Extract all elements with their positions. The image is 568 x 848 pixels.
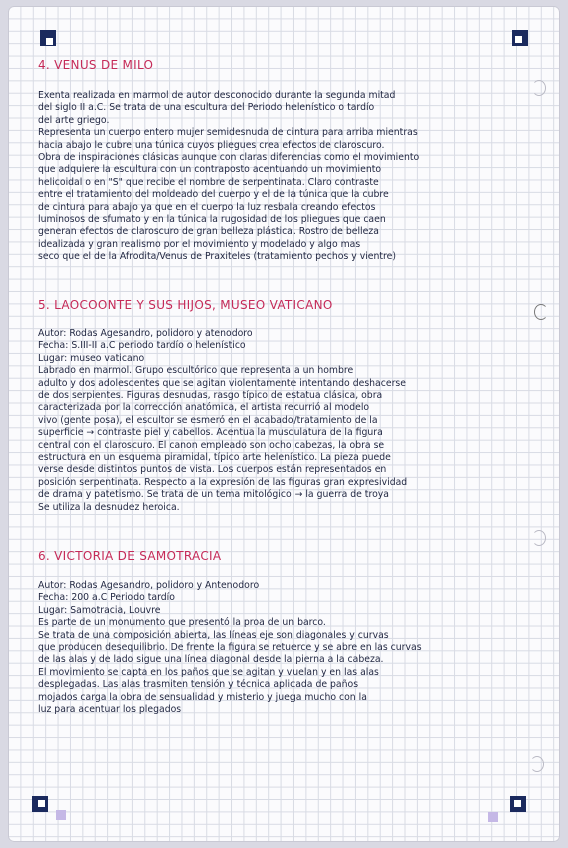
binder-ring-icon: [530, 756, 544, 772]
text-line: Labrado en marmol. Grupo escultórico que representa a un hombre: [38, 365, 354, 377]
text-line: generan efectos de claroscuro de gran belleza plástica. Rostro de belleza: [38, 226, 379, 238]
corner-marker-icon: [512, 30, 528, 46]
text-line: seco que el de la Afrodita/Venus de Praxiteles (tratamiento pechos y vientre): [38, 251, 397, 263]
text-line: adulto y dos adolescentes que se agitan violentamente intentando deshacerse: [38, 377, 406, 389]
text-line: helicoidal o en "S" que recibe el nombre de serpentinata. Claro contraste: [38, 176, 379, 188]
text-line: caracterizada por la corrección anatómica, el artista recurrió al modelo: [38, 402, 370, 414]
text-line: vivo (gente posa), el escultor se esmeró en el acabado/tratamiento de la: [38, 414, 378, 426]
text-line: Fecha: 200 a.C Periodo tardío: [38, 592, 175, 604]
text-line: de drama y patetismo. Se trata de un tema mitológico → la guerra de troya: [38, 489, 389, 501]
text-line: Se utiliza la desnudez heroica.: [38, 501, 180, 513]
text-line: que adquiere la escultura con un contraposto acentuando un movimiento: [38, 164, 382, 176]
text-line: Autor: Rodas Agesandro, polidoro y Antenodoro: [38, 580, 260, 591]
text-line: luminosos de sfumato y en la túnica la rugosidad de los pliegues que caen: [38, 214, 386, 226]
text-line: posición serpentinata. Respecto a la expresión de las figuras gran expresividad: [38, 476, 408, 488]
text-line: verse desde distintos puntos de vista. Los cuerpos están representados en: [38, 464, 387, 476]
text-line: estructura en un esquema piramidal, típico arte helenístico. La pieza puede: [38, 452, 391, 464]
section-body-venus: [38, 90, 550, 264]
text-line: de cintura para abajo ya que en el cuerpo la luz resbala creando efectos: [38, 201, 376, 213]
text-line: hacia abajo le cubre una túnica cuyos pliegues crea efectos de claroscuro.: [38, 139, 385, 151]
text-line: superficie → contraste piel y cabellos. Acentua la musculatura de la figura: [38, 427, 383, 439]
lilac-square-icon: [56, 810, 66, 820]
text-line: idealizada y gran realismo por el movimiento y modelado y algo mas: [38, 238, 361, 250]
text-line: luz para acentuar los plegados: [38, 704, 182, 716]
text-line: central con el claroscuro. El canon empleado son ocho cabezas, la obra se: [38, 439, 385, 451]
text-line: Exenta realizada en marmol de autor desconocido durante la segunda mitad: [38, 90, 396, 101]
section-body-victoria: [38, 580, 550, 716]
binder-ring-icon: [532, 530, 546, 546]
binder-ring-icon: [534, 304, 548, 320]
text-line: del arte griego.: [38, 114, 110, 126]
text-line: de las alas y de lado sigue una línea diagonal desde la pierna a la cabeza.: [38, 654, 384, 666]
text-line: Obra de inspiraciones clásicas aunque con claras diferencias como el movimiento: [38, 152, 420, 164]
text-line: Se trata de una composición abierta, las líneas eje son diagonales y curvas: [38, 629, 389, 641]
text-line: Es parte de un monumento que presentó la proa de un barco.: [38, 617, 326, 629]
section-title-victoria: 6. VICTORIA DE SAMOTRACIA: [38, 549, 222, 563]
section-body-laocoonte: [38, 328, 550, 514]
text-line: Lugar: Samotracia, Louvre: [38, 604, 161, 616]
text-line: Autor: Rodas Agesandro, polidoro y atenodoro: [38, 328, 253, 339]
section-title-venus: 4. VENUS DE MILO: [38, 58, 154, 72]
text-line: El movimiento se capta en los paños que se agitan y vuelan y en las alas: [38, 666, 379, 678]
corner-marker-icon: [32, 796, 48, 812]
text-line: del siglo II a.C. Se trata de una escultura del Periodo helenístico o tardío: [38, 102, 375, 114]
text-line: desplegadas. Las alas trasmiten tensión y técnica aplicada de paños: [38, 679, 359, 691]
corner-marker-icon: [40, 30, 56, 46]
notebook-page: [8, 6, 560, 842]
text-line: Representa un cuerpo entero mujer semidesnuda de cintura para arriba mientras: [38, 127, 418, 139]
text-line: entre el tratamiento del moldeado del cuerpo y el de la túnica que la cubre: [38, 189, 389, 201]
text-line: Fecha: S.III-II a.C periodo tardío o helenístico: [38, 340, 246, 352]
section-title-laocoonte: 5. LAOCOONTE Y SUS HIJOS, MUSEO VATICANO: [38, 298, 333, 312]
lilac-square-icon: [488, 812, 498, 822]
text-line: de dos serpientes. Figuras desnudas, rasgo típico de estatua clásica, obra: [38, 390, 383, 402]
text-line: mojados carga la obra de sensualidad y misterio y juega mucho con la: [38, 691, 367, 703]
text-line: que producen desequilibrio. De frente la figura se retuerce y se abre en las curvas: [38, 642, 422, 654]
corner-marker-icon: [510, 796, 526, 812]
text-line: Lugar: museo vaticano: [38, 352, 145, 364]
